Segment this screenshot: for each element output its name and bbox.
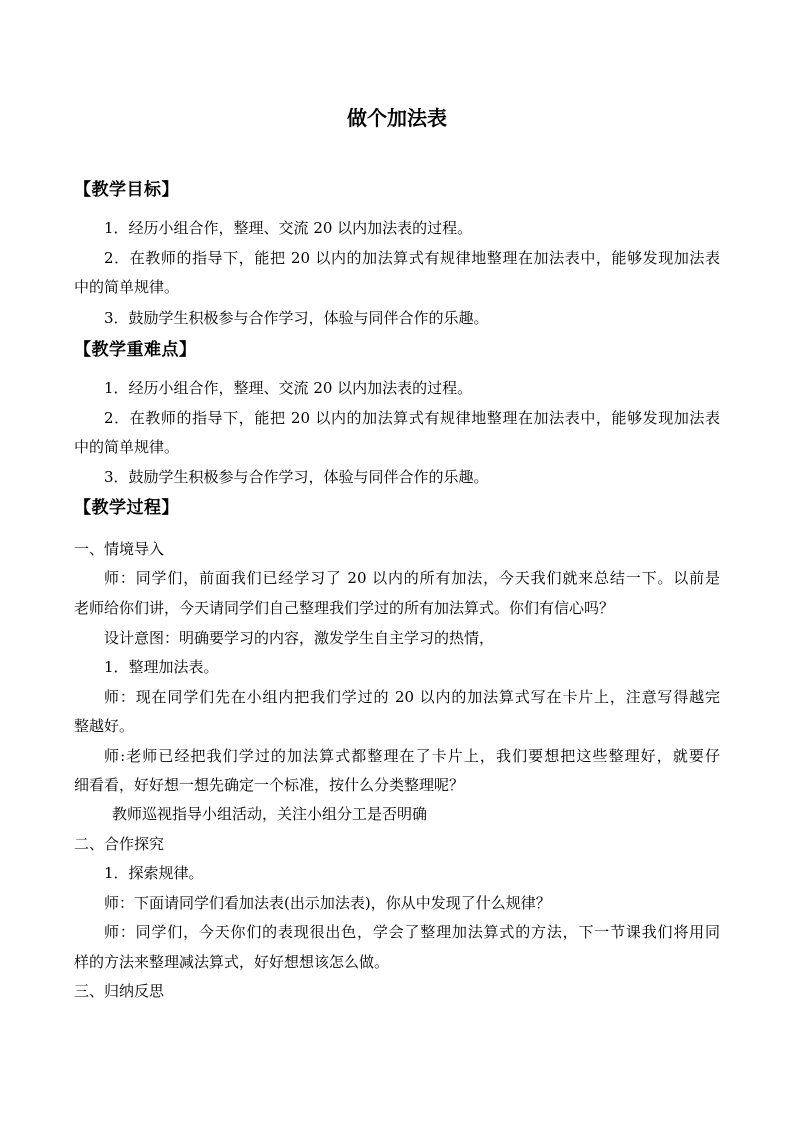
section-heading-goals: 【教学目标】 — [74, 180, 179, 200]
goal-item-3: 3．鼓励学生积极参与合作学习，体验与同伴合作的乐趣。 — [104, 309, 489, 327]
keypoint-item-2: 2．在教师的指导下，能把 20 以内的加法算式有规律地整理在加法表中，能够发现加法表 — [104, 409, 720, 427]
goal-item-2: 2．在教师的指导下，能把 20 以内的加法算式有规律地整理在加法表中，能够发现加法表 — [104, 249, 720, 267]
keypoint-item-1: 1．经历小组合作，整理、交流 20 以内加法表的过程。 — [104, 379, 473, 397]
process-subheading-3: 三、归纳反思 — [74, 982, 165, 1000]
keypoint-item-3: 3．鼓励学生积极参与合作学习，体验与同伴合作的乐趣。 — [104, 468, 489, 486]
goal-item-2-cont: 中的简单规律。 — [74, 278, 180, 296]
process-paragraph: 师：同学们，今天你们的表现很出色，学会了整理加法算式的方法，下一节课我们将用同 — [104, 923, 720, 941]
process-paragraph: 师：同学们，前面我们已经学习了 20 以内的所有加法，今天我们就来总结一下。以前是 — [104, 569, 720, 587]
process-step: 1．探索规律。 — [104, 864, 204, 882]
process-step: 1．整理加法表。 — [104, 658, 219, 676]
process-paragraph-cont: 整越好。 — [74, 717, 135, 735]
process-paragraph: 师：现在同学们先在小组内把我们学过的 20 以内的加法算式写在卡片上，注意写得越完 — [104, 688, 720, 706]
process-teacher-note: 教师巡视指导小组活动，关注小组分工是否明确 — [112, 805, 428, 823]
keypoint-item-2-cont: 中的简单规律。 — [74, 438, 180, 456]
process-paragraph-cont: 样的方法来整理减法算式，好好想想该怎么做。 — [74, 953, 390, 971]
process-paragraph-cont: 老师给你们讲，今天请同学们自己整理我们学过的所有加法算式。你们有信心吗？ — [74, 599, 615, 617]
goal-item-1: 1．经历小组合作，整理、交流 20 以内加法表的过程。 — [104, 219, 473, 237]
section-heading-keypoints: 【教学重难点】 — [74, 340, 197, 360]
process-design-note: 设计意图：明确要学习的内容，激发学生自主学习的热情， — [104, 629, 495, 647]
process-paragraph-cont: 细看看，好好想一想先确定一个标准，按什么分类整理呢？ — [74, 776, 465, 794]
process-paragraph: 师：下面请同学们看加法表(出示加法表)，你从中发现了什么规律？ — [104, 894, 551, 912]
process-subheading-2: 二、合作探究 — [74, 835, 165, 853]
process-paragraph: 师:老师已经把我们学过的加法算式都整理在了卡片上，我们要想把这些整理好，就要仔 — [104, 747, 720, 765]
process-subheading-1: 一、情境导入 — [74, 540, 165, 558]
section-heading-process: 【教学过程】 — [74, 498, 179, 518]
document-title: 做个加法表 — [347, 106, 447, 130]
